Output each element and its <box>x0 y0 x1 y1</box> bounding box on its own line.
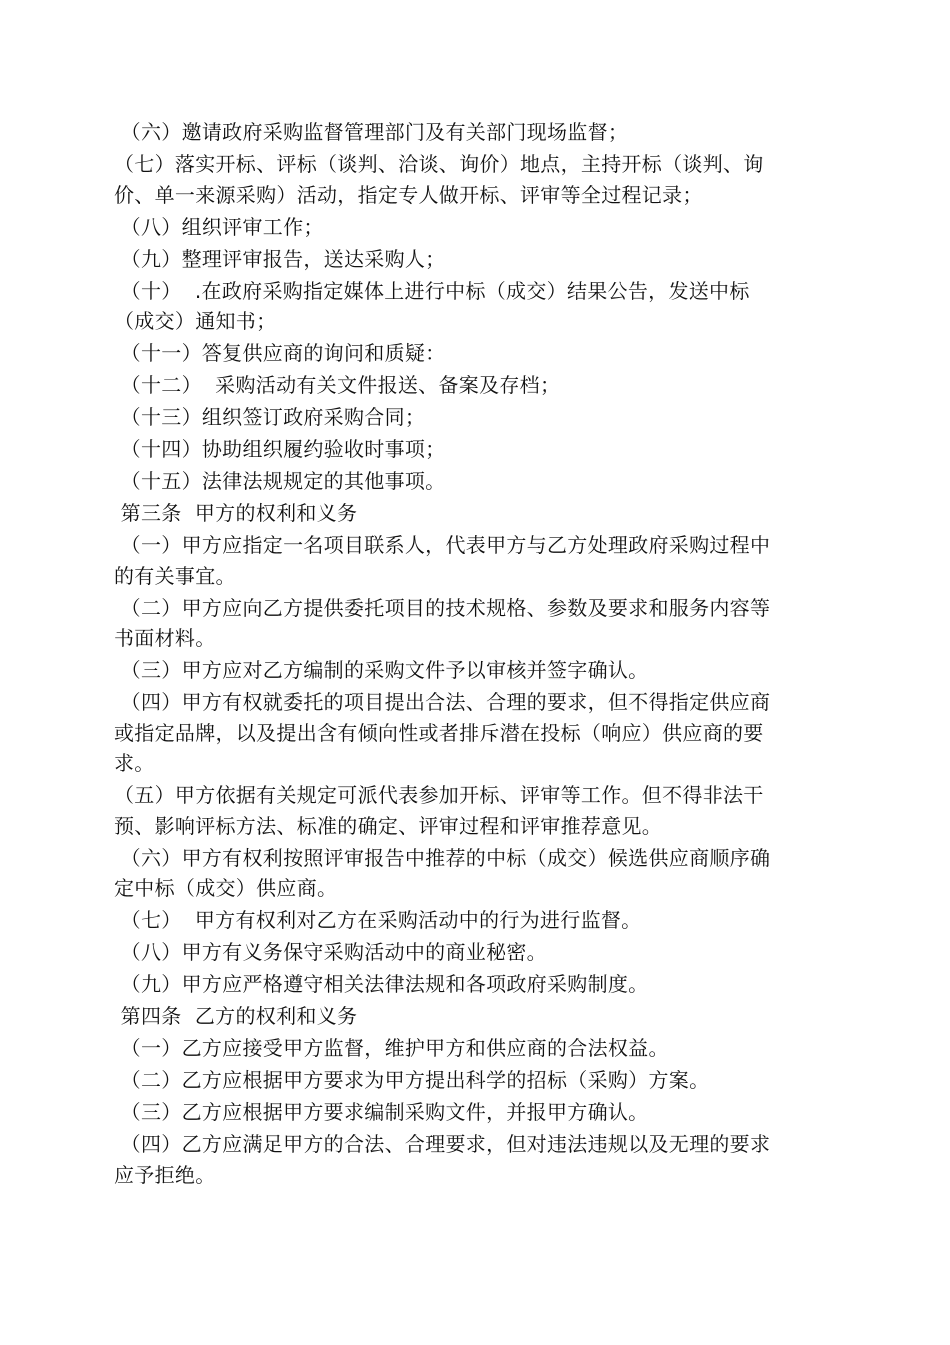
article-3-item-3: （三）甲方应对乙方编制的采购文件予以审核并签字确认。 <box>114 658 649 682</box>
article-4-heading: 第四条 乙方的权利和义务 <box>114 1004 358 1028</box>
article-3-item-7: （七） 甲方有权利对乙方在采购活动中的行为进行监督。 <box>114 908 642 932</box>
clause-15-other-matters: （十五）法律法规规定的其他事项。 <box>114 469 446 493</box>
article-4-item-4: （四）乙方应满足甲方的合法、合理要求，但对违法违规以及无理的要求应予拒绝。 <box>114 1132 771 1187</box>
article-4-item-1: （一）乙方应接受甲方监督，维护甲方和供应商的合法权益。 <box>114 1036 669 1060</box>
article-3-item-1: （一）甲方应指定一名项目联系人，代表甲方与乙方处理政府采购过程中的有关事宜。 <box>114 533 771 588</box>
clause-10-result-announcement: （十） .在政府采购指定媒体上进行中标（成交）结果公告，发送中标（成交）通知书； <box>114 278 750 333</box>
clause-11-answer-inquiries: （十一）答复供应商的询问和质疑： <box>114 341 446 365</box>
clause-7-bid-opening: （七）落实开标、评标（谈判、洽谈、询价）地点，主持开标（谈判、询价、单一来源采购）活动，指定专人做开标、评审等全过程记录； <box>114 152 764 207</box>
clause-13-sign-contract: （十三）组织签订政府采购合同； <box>114 405 426 429</box>
article-4-item-3: （三）乙方应根据甲方要求编制采购文件，并报甲方确认。 <box>114 1100 649 1124</box>
article-3-item-8: （八）甲方有义务保守采购活动中的商业秘密。 <box>114 940 547 964</box>
clause-14-acceptance: （十四）协助组织履约验收时事项； <box>114 437 446 461</box>
document-body <box>114 117 774 1190</box>
clause-8-organize-review: （八）组织评审工作； <box>114 214 324 239</box>
article-4-item-2: （二）乙方应根据甲方要求为甲方提出科学的招标（采购）方案。 <box>114 1068 710 1092</box>
article-3-item-9: （九）甲方应严格遵守相关法律法规和各项政府采购制度。 <box>114 972 649 996</box>
article-3-item-2: （二）甲方应向乙方提供委托项目的技术规格、参数及要求和服务内容等书面材料。 <box>114 595 771 650</box>
clause-6-invite-supervision: （六）邀请政府采购监督管理部门及有关部门现场监督； <box>114 120 629 144</box>
article-3-item-6: （六）甲方有权利按照评审报告中推荐的中标（成交）候选供应商顺序确定中标（成交）供应商。 <box>114 845 771 900</box>
clause-9-review-report: （九）整理评审报告，送达采购人； <box>114 246 446 271</box>
article-3-item-5: （五）甲方依据有关规定可派代表参加开标、评审等工作。但不得非法干预、影响评标方法、标准的确定、评审过程和评审推荐意见。 <box>114 783 764 838</box>
clause-12-filing-archiving: （十二） 采购活动有关文件报送、备案及存档； <box>114 373 561 397</box>
article-3-heading: 第三条 甲方的权利和义务 <box>114 501 358 525</box>
article-3-item-4: （四）甲方有权就委托的项目提出合法、合理的要求，但不得指定供应商或指定品牌，以及提出含有倾向性或者排斥潜在投标（响应）供应商的要求。 <box>114 690 771 775</box>
